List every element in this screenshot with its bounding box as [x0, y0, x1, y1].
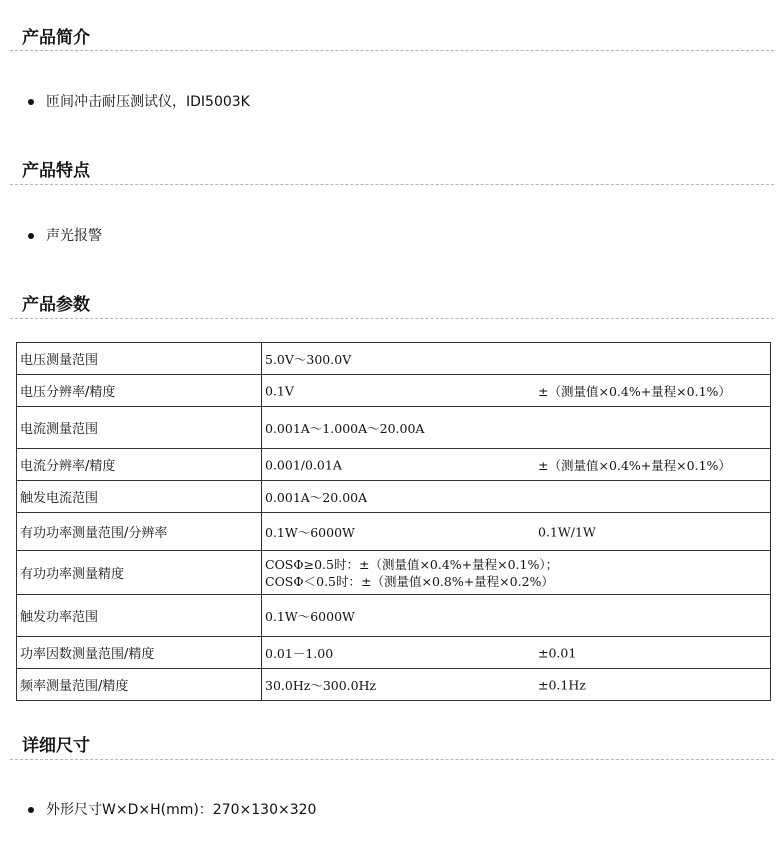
section-divider	[10, 50, 774, 51]
table-row	[17, 375, 771, 407]
param-name: 电压测量范围	[17, 343, 262, 375]
param-value-cell	[262, 407, 771, 449]
param-name: 功率因数测量范围/精度	[17, 637, 262, 669]
param-value: 30.0Hz～300.0Hz	[265, 677, 377, 693]
section-divider	[10, 184, 774, 185]
table-row	[17, 669, 771, 701]
table-row	[17, 551, 771, 595]
param-value: 0.1V	[265, 383, 294, 398]
param-value-cell	[262, 449, 771, 481]
param-value: 0.1W～6000W	[265, 524, 355, 540]
param-value-cell	[262, 375, 771, 407]
param-extra: ±（测量值×0.4%+量程×0.1%）	[538, 457, 731, 473]
table-row	[17, 407, 771, 449]
features-bullet-text: 声光报警	[46, 228, 102, 244]
dimensions-bullet-text: 外形尺寸W×D×H(mm)：270×130×320	[46, 802, 317, 818]
param-name: 电流分辨率/精度	[17, 449, 262, 481]
param-value-cell	[262, 595, 771, 637]
param-name: 有功功率测量精度	[17, 551, 262, 595]
section-title-features: 产品特点	[22, 161, 90, 181]
intro-bullet	[28, 93, 250, 111]
param-value-multiline	[265, 556, 558, 590]
param-value: 0.1W～6000W	[265, 608, 355, 624]
param-value: 0.001A～20.00A	[265, 489, 368, 505]
section-divider	[10, 759, 774, 760]
param-value-line: COSΦ≥0.5时：±（测量值×0.4%+量程×0.1%）；	[265, 556, 559, 572]
param-name: 有功功率测量范围/分辨率	[17, 513, 262, 551]
param-extra: ±0.1Hz	[538, 677, 586, 692]
param-extra: ±（测量值×0.4%+量程×0.1%）	[538, 383, 731, 399]
dimensions-bullet	[28, 801, 316, 819]
param-value-cell	[262, 513, 771, 551]
param-extra: 0.1W/1W	[538, 524, 596, 539]
param-name: 触发电流范围	[17, 481, 262, 513]
bullet-dot-icon	[28, 99, 34, 105]
table-row	[17, 343, 771, 375]
table-row	[17, 449, 771, 481]
table-row	[17, 481, 771, 513]
param-value-line: COSΦ＜0.5时：±（测量值×0.8%+量程×0.2%）	[265, 573, 554, 589]
table-row	[17, 637, 771, 669]
param-value: 0.01－1.00	[265, 645, 334, 661]
param-value-cell	[262, 481, 771, 513]
table-row	[17, 513, 771, 551]
param-value-cell	[262, 551, 771, 595]
bullet-dot-icon	[28, 233, 34, 239]
section-title-dimensions: 详细尺寸	[22, 736, 90, 756]
intro-bullet-text: 匝间冲击耐压测试仪，IDI5003K	[46, 94, 250, 110]
table-row	[17, 595, 771, 637]
param-value: 0.001A～1.000A～20.00A	[265, 420, 425, 436]
param-name: 触发功率范围	[17, 595, 262, 637]
spec-table	[16, 342, 771, 701]
bullet-dot-icon	[28, 807, 34, 813]
param-value-cell	[262, 637, 771, 669]
section-title-params: 产品参数	[22, 295, 90, 315]
features-bullet	[28, 227, 102, 245]
section-divider	[10, 318, 774, 319]
param-extra: ±0.01	[538, 645, 577, 660]
param-value-cell	[262, 669, 771, 701]
param-value-cell	[262, 343, 771, 375]
param-name: 频率测量范围/精度	[17, 669, 262, 701]
param-name: 电流测量范围	[17, 407, 262, 449]
param-name: 电压分辨率/精度	[17, 375, 262, 407]
section-title-intro: 产品简介	[22, 28, 90, 48]
param-value: 0.001/0.01A	[265, 457, 342, 472]
param-value: 5.0V～300.0V	[265, 351, 352, 367]
